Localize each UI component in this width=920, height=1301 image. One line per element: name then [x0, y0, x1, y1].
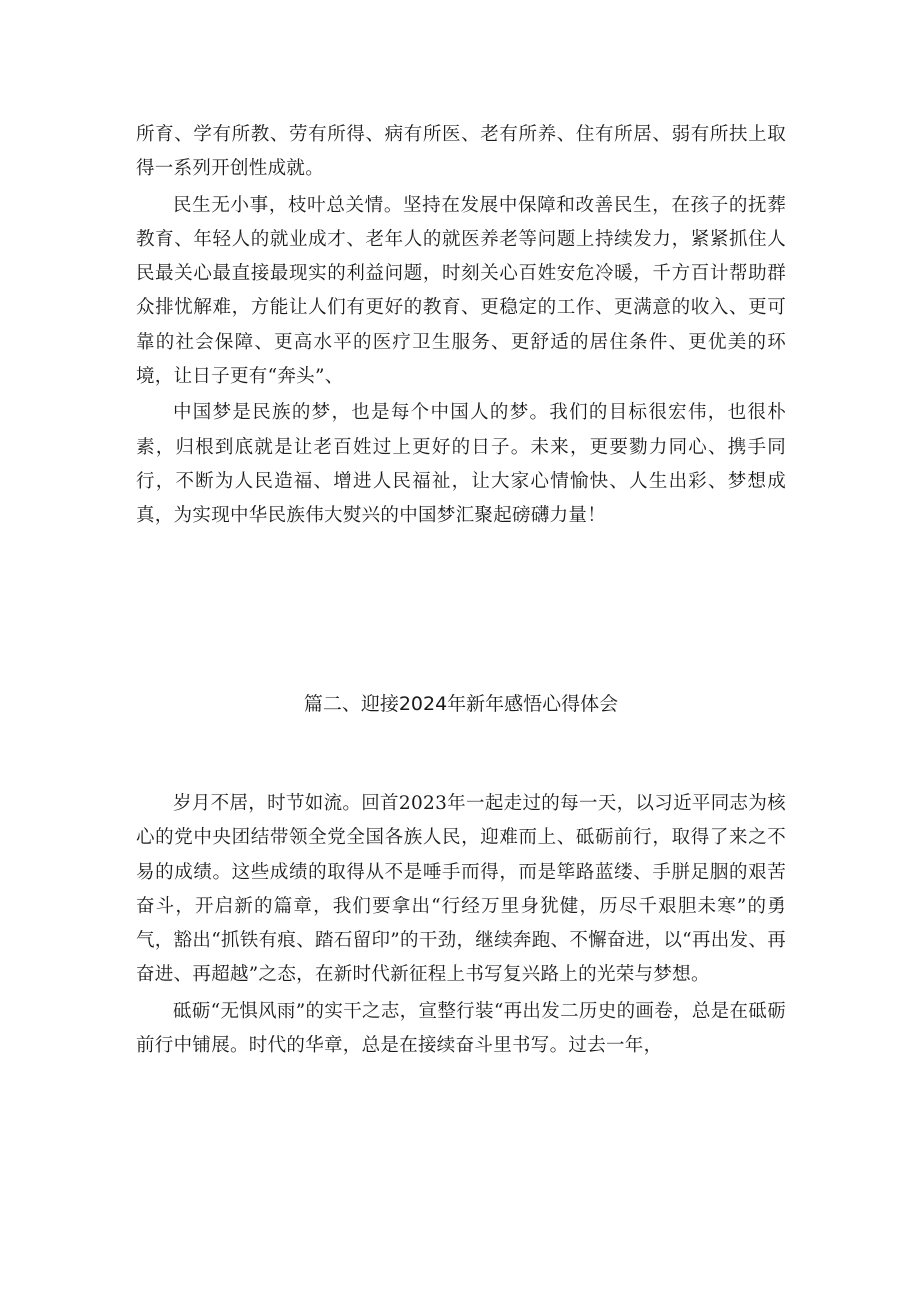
paragraph-livelihood: 民生无小事，枝叶总关情。坚持在发展中保障和改善民生，在孩子的抚葬教育、年轻人的就业成才、老年人的就医养老等问题上持续发力，紧紧抓住人民最关心最直接最现实的利益问题，时刻关心百姓安危冷暖，千方百计帮助群众排忧解难，方能让人们有更好的教育、更稳定的工作、更满意的收入、更可靠的社会保障、更高水平的医疗卫生服务、更舒适的居住条件、更优美的环境，让日子更有“奔头”、 — [136, 194, 786, 388]
paragraph-continued: 所育、学有所教、劳有所得、病有所医、老有所养、住有所居、弱有所扶上取得一系列开创性成就。 — [136, 124, 786, 180]
paragraph-set-out-again: 砥砺“无惧风雨”的实干之志，宣整行装“再出发二历史的画卷，总是在砥砺前行中铺展。时代的华章，总是在接续奋斗里书写。过去一年， — [136, 1000, 786, 1057]
paragraph-review-2023: 岁月不居，时节如流。回首2023年一起走过的每一天，以习近平同志为核心的党中央团结带领全党全国各族人民，迎难而上、砥砺前行，取得了来之不易的成绩。这些成绩的取得从不是唾手而得，而是筚路蓝缕、手胼足胭的艰苦奋斗，开启新的篇章，我们要拿出“行经万里身犹健，历尽千艰胆未寒”的勇气，豁出“抓铁有痕、踏石留印”的干劲，继续奔跑、不懈奋进，以“再出发、再奋进、再超越”之态，在新时代新征程上书写复兴路上的光荣与梦想。 — [136, 793, 786, 986]
section-heading: 篇二、迎接2024年新年感悟心得体会 — [303, 693, 619, 715]
body-text-bottom — [136, 787, 786, 1063]
paragraph-chinese-dream: 中国梦是民族的梦，也是每个中国人的梦。我们的目标很宏伟，也很朴素，归根到底就是让老百姓过上更好的日子。未来，更要勠力同心、携手同行，不断为人民造福、增进人民福祉，让大家心情愉快、人生出彩、梦想成真，为实现中华民族伟大熨兴的中国梦汇聚起磅礴力量！ — [136, 402, 786, 527]
section-heading-wrap — [136, 689, 786, 716]
body-text-top — [136, 118, 786, 534]
